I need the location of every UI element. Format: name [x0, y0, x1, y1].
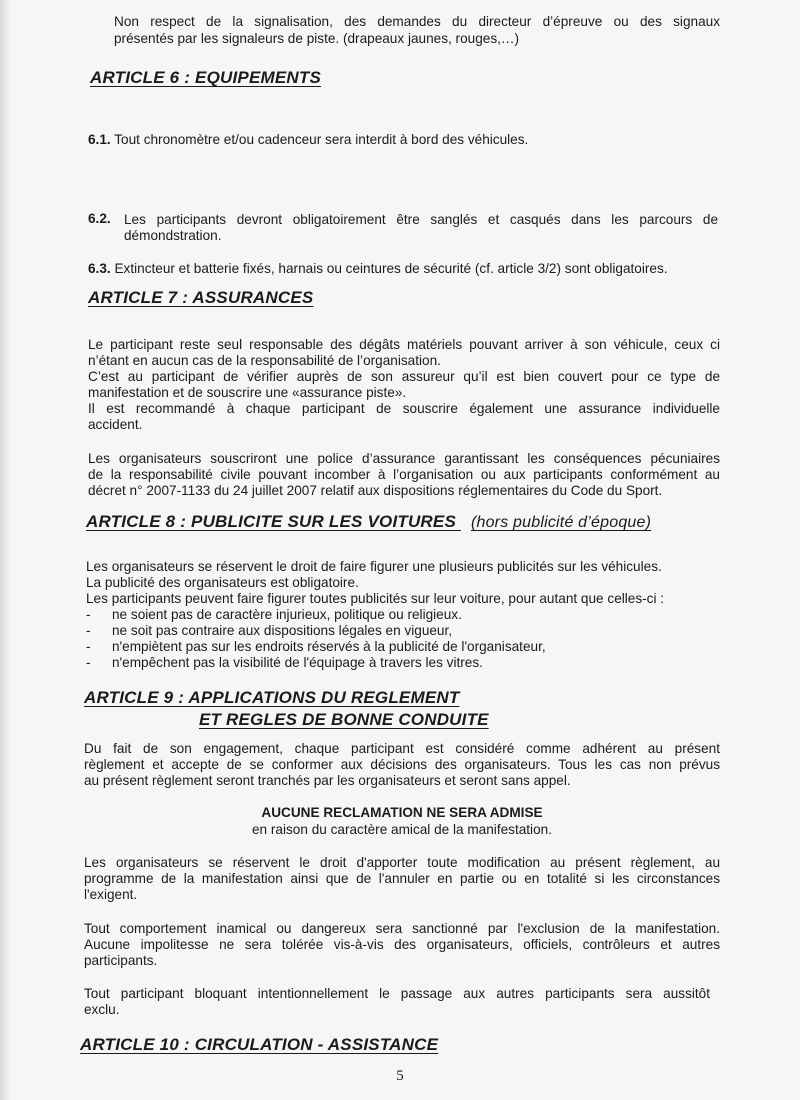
- article-9-p1-line-2: règlement et accepte de se conformer aux décisions des organisateurs. Tous les cas non prévus: [84, 757, 720, 772]
- article-7-p1-line-1: Le participant reste seul responsable des dégâts matériels pouvant arriver à son véhicule, ceux ci: [88, 337, 720, 352]
- item-6-3-text: Extincteur et batterie fixés, harnais ou ceintures de sécurité (cf. article 3/2) sont obligatoires.: [114, 261, 668, 276]
- notice-line: en raison du caractère amical de la manifestation.: [252, 822, 552, 837]
- bullet-dash: -: [86, 655, 91, 670]
- item-6-2-number: 6.2.: [88, 211, 111, 226]
- article-7-p1-line-5: Il est recommandé à chaque participant de souscrire également une assurance individuelle: [88, 401, 720, 416]
- item-6-1-text: Tout chronomètre et/ou cadenceur sera interdit à bord des véhicules.: [114, 132, 529, 147]
- bullet-dash: -: [86, 623, 91, 638]
- article-6-heading: ARTICLE 6 : EQUIPEMENTS: [90, 68, 321, 87]
- item-6-2-line-2: démondstration.: [124, 228, 222, 243]
- article-9-p2-line-1: Les organisateurs se réservent le droit d'apporter toute modification au présent règlement, au: [84, 855, 720, 870]
- article-8-bullet-1: - ne soient pas de caractère injurieux, politique ou religieux.: [86, 607, 462, 622]
- article-8-title: ARTICLE 8 : PUBLICITE SUR LES VOITURES: [86, 512, 456, 531]
- article-8-line-2: La publicité des organisateurs est obligatoire.: [86, 575, 359, 590]
- article-7-p2-line-3: décret n° 2007-1133 du 24 juillet 2007 relatif aux dispositions réglementaires du Code du Sport.: [88, 483, 663, 498]
- item-6-1: [88, 132, 728, 148]
- article-8-heading: [86, 512, 651, 532]
- article-9-heading-line-1: ARTICLE 9 : APPLICATIONS DU REGLEMENT: [84, 688, 460, 707]
- article-7-heading: ARTICLE 7 : ASSURANCES: [88, 288, 314, 307]
- article-9-p1-line-1: Du fait de son engagement, chaque participant est considéré comme adhérent au présent: [84, 741, 720, 756]
- article-9-p3-line-1: Tout comportement inamical ou dangereux sera sanctionné par l'exclusion de la manifestation.: [84, 921, 720, 936]
- article-9-p2-line-3: l'exigent.: [84, 887, 138, 902]
- bullet-dash: -: [86, 607, 91, 622]
- article-7-p1-line-6: accident.: [88, 417, 143, 432]
- article-9-p1-line-3: au présent règlement seront tranchés par les organisateurs et seront sans appel.: [84, 773, 571, 788]
- article-8-bullet-2: - ne soit pas contraire aux dispositions légales en vigueur,: [86, 623, 453, 638]
- article-9-heading-line-2: ET REGLES DE BONNE CONDUITE: [199, 710, 489, 729]
- page-number: 5: [396, 1068, 404, 1084]
- item-6-3-number: 6.3.: [88, 261, 111, 276]
- notice-title: AUCUNE RECLAMATION NE SERA ADMISE: [261, 805, 543, 820]
- article-10-heading: ARTICLE 10 : CIRCULATION - ASSISTANCE: [80, 1035, 439, 1054]
- intro-line-2: présentés par les signaleurs de piste. (drapeaux jaunes, rouges,…): [114, 31, 520, 46]
- article-8-bullet-4: - n'empêchent pas la visibilité de l'équipage à travers les vitres.: [86, 655, 483, 670]
- article-7-p1-line-2: n’étant en aucun cas de la responsabilité de l’organisation.: [88, 353, 441, 368]
- article-8-subtitle: (hors publicité d’époque): [470, 514, 652, 531]
- scan-edge-shadow: [0, 0, 10, 1100]
- article-9-p3-line-2: Aucune impolitesse ne sera tolérée vis-à-vis des organisateurs, officiels, contrôleurs et autres: [84, 937, 720, 952]
- article-9-p2-line-2: programme de la manifestation ainsi que de l'annuler en partie ou en totalité si les circonstances: [84, 871, 720, 886]
- article-8-bullet-3: - n'empiètent pas sur les endroits réservés à la publicité de l'organisateur,: [86, 639, 546, 654]
- article-8-line-1: Les organisateurs se réservent le droit de faire figurer une plusieurs publicités sur les véhicules.: [86, 559, 662, 574]
- item-6-3: [88, 261, 728, 277]
- article-9-p4-line-2: exclu.: [84, 1002, 120, 1017]
- article-7-p2-line-2: de la responsabilité civile pouvant incomber à l’organisation ou aux participants conformément au: [88, 467, 720, 482]
- article-9-p3-line-3: participants.: [84, 953, 158, 968]
- item-6-1-number: 6.1.: [88, 132, 111, 147]
- article-7-p2-line-1: Les organisateurs souscriront une police d’assurance garantissant les conséquences pécuniaires: [88, 451, 720, 466]
- article-8-line-3: Les participants peuvent faire figurer toutes publicités sur leur voiture, pour autant que celles-ci :: [86, 591, 665, 606]
- article-7-p1-line-3: C’est au participant de vérifier auprès de son assureur qu’il est bien couvert pour ce type de: [88, 369, 720, 384]
- article-7-p1-line-4: manifestation et de souscrire une «assurance piste».: [88, 385, 407, 400]
- intro-line-1: Non respect de la signalisation, des demandes du directeur d’épreuve ou des signaux: [114, 14, 720, 29]
- bullet-dash: -: [86, 639, 91, 654]
- article-9-p4-line-1: Tout participant bloquant intentionnellement le passage aux autres participants sera aussitôt: [84, 986, 710, 1001]
- item-6-2-line-1: Les participants devront obligatoirement être sanglés et casqués dans les parcours de: [124, 212, 718, 227]
